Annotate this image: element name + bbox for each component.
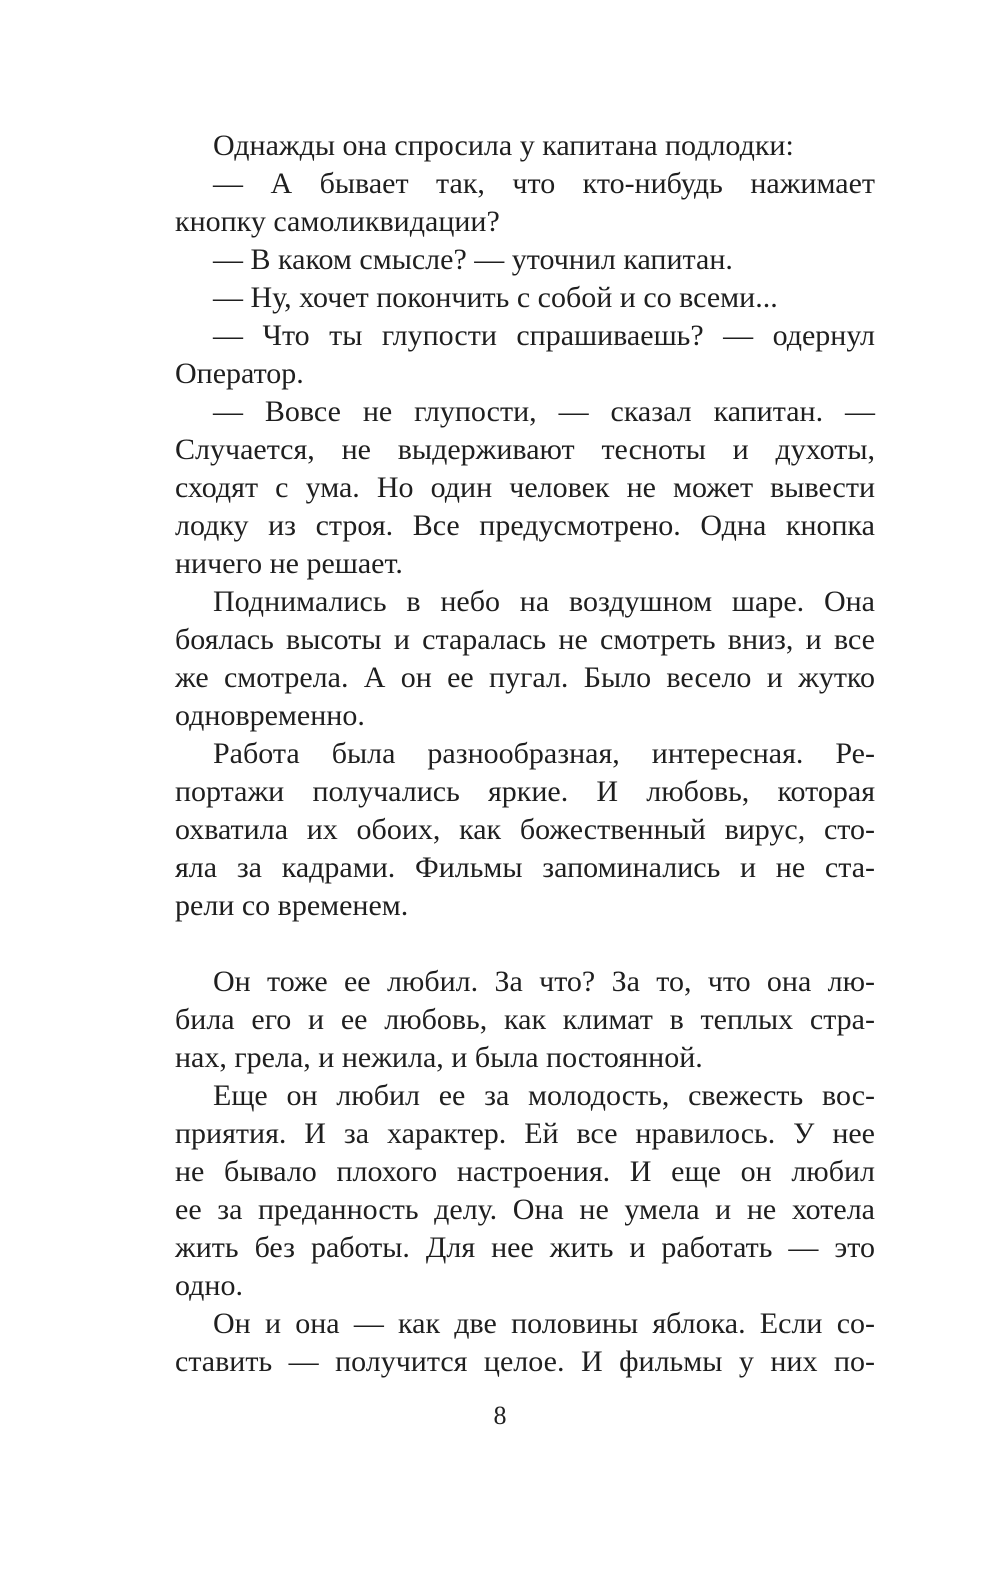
paragraph (175, 165, 875, 241)
text-line: кнопку самоликвидации? (175, 205, 500, 238)
text-line: одновременно. (175, 699, 365, 732)
text-line: — А бывает так, что кто-нибудь нажимает (213, 167, 875, 200)
text-line: Однажды она спросила у капитана подлодки: (213, 129, 794, 162)
paragraph (175, 963, 875, 1077)
page-text (175, 127, 875, 1381)
text-line: — Что ты глупости спрашиваешь? — одернул (213, 319, 875, 352)
text-line: нах, грела, и нежила, и была постоянной. (175, 1041, 703, 1074)
text-line: — В каком смысле? — уточнил капитан. (213, 243, 733, 276)
text-line: Случается, не выдерживают тесноты и духоты, (175, 433, 875, 466)
text-line: приятия. И за характер. Ей все нравилось. У нее (175, 1117, 875, 1150)
paragraph (175, 127, 875, 165)
text-line: Он и она — как две половины яблока. Если со- (213, 1307, 875, 1340)
text-line: боялась высоты и старалась не смотреть вниз, и все (175, 623, 875, 656)
text-line: сходят с ума. Но один человек не может вывести (175, 471, 875, 504)
paragraph (175, 241, 875, 279)
text-line: — Вовсе не глупости, — сказал капитан. — (213, 395, 875, 428)
text-line: ставить — получится целое. И фильмы у них по- (175, 1345, 875, 1378)
text-line: Поднимались в небо на воздушном шаре. Она (213, 585, 875, 618)
section-break (175, 925, 875, 963)
paragraph (175, 1077, 875, 1305)
paragraph (175, 279, 875, 317)
text-line: — Ну, хочет покончить с собой и со всеми... (213, 281, 778, 314)
text-line: одно. (175, 1269, 243, 1302)
paragraph (175, 583, 875, 735)
text-line: ничего не решает. (175, 547, 403, 580)
text-line: Работа была разнообразная, интересная. Ре- (213, 737, 875, 770)
text-line: ее за преданность делу. Она не умела и не хотела (175, 1193, 875, 1226)
text-line: жить без работы. Для нее жить и работать — это (175, 1231, 875, 1264)
text-line: Еще он любил ее за молодость, свежесть вос- (213, 1079, 875, 1112)
text-line: яла за кадрами. Фильмы запоминались и не ста- (175, 851, 875, 884)
text-line: же смотрела. А он ее пугал. Было весело и жутко (175, 661, 875, 694)
text-line: Он тоже ее любил. За что? За то, что она лю- (213, 965, 875, 998)
text-line: била его и ее любовь, как климат в теплых стра- (175, 1003, 875, 1036)
text-line: рели со временем. (175, 889, 409, 922)
paragraph (175, 393, 875, 583)
text-line: Оператор. (175, 357, 304, 390)
text-line: охватила их обоих, как божественный вирус, сто- (175, 813, 875, 846)
page-number: 8 (493, 1401, 507, 1430)
text-line: портажи получались яркие. И любовь, которая (175, 775, 875, 808)
text-line: лодку из строя. Все предусмотрено. Одна кнопка (175, 509, 875, 542)
paragraph (175, 317, 875, 393)
paragraph (175, 735, 875, 925)
paragraph (175, 1305, 875, 1381)
text-line: не бывало плохого настроения. И еще он любил (175, 1155, 875, 1188)
